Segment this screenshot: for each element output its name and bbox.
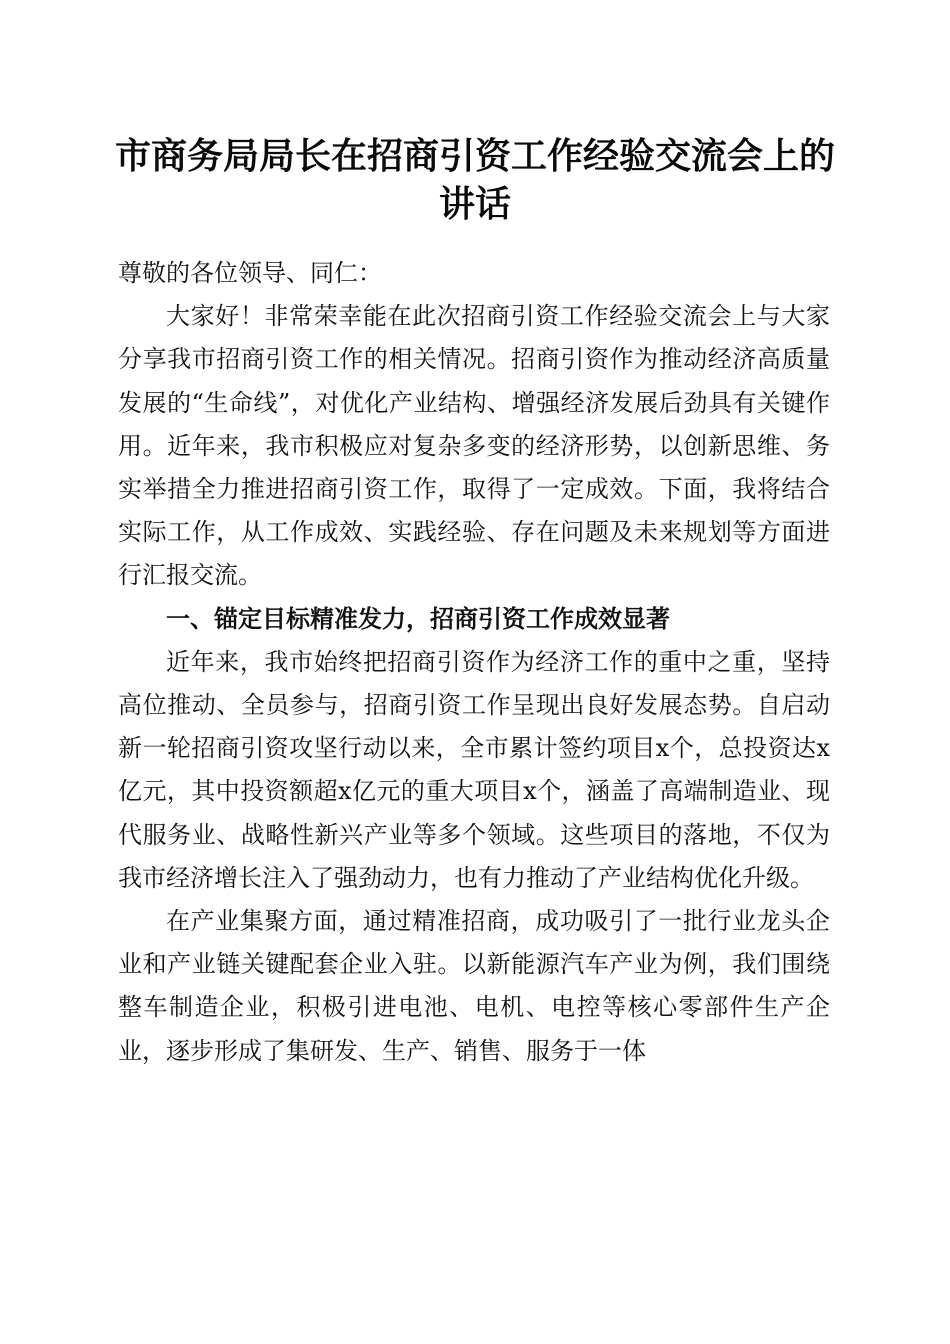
document-title: 市商务局局长在招商引资工作经验交流会上的讲话 [114,135,835,225]
paragraph-intro: 大家好！非常荣幸能在此次招商引资工作经验交流会上与大家分享我市招商引资工作的相关情况。招商引资作为推动经济高质量发展的“生命线”，对优化产业结构、增强经济发展后劲具有关键作用。近年来，我市积极应对复杂多变的经济形势，以创新思维、务实举措全力推进招商引资工作，取得了一定成效。下面，我将结合实际工作，从工作成效、实践经验、存在问题及未来规划等方面进行汇报交流。 [118,302,830,590]
document-body [118,252,830,1073]
paragraph-achievements: 近年来，我市始终把招商引资作为经济工作的重中之重，坚持高位推动、全员参与，招商引资工作呈现出良好发展态势。自启动新一轮招商引资攻坚行动以来，全市累计签约项目x个，总投资达x亿元，其中投资额超x亿元的重大项目x个，涵盖了高端制造业、现代服务业、战略性新兴产业等多个领域。这些项目的落地，不仅为我市经济增长注入了强劲动力，也有力推动了产业结构优化升级。 [118,647,830,892]
paragraph-industry-cluster: 在产业集聚方面，通过精准招商，成功吸引了一批行业龙头企业和产业链关键配套企业入驻。以新能源汽车产业为例，我们围绕整车制造企业，积极引进电池、电机、电控等核心零部件生产企业，逐步形成了集研发、生产、销售、服务于一体 [118,907,830,1065]
salutation: 尊敬的各位领导、同仁： [118,259,382,287]
section-heading-1: 一、锚定目标精准发力，招商引资工作成效显著 [166,604,670,633]
